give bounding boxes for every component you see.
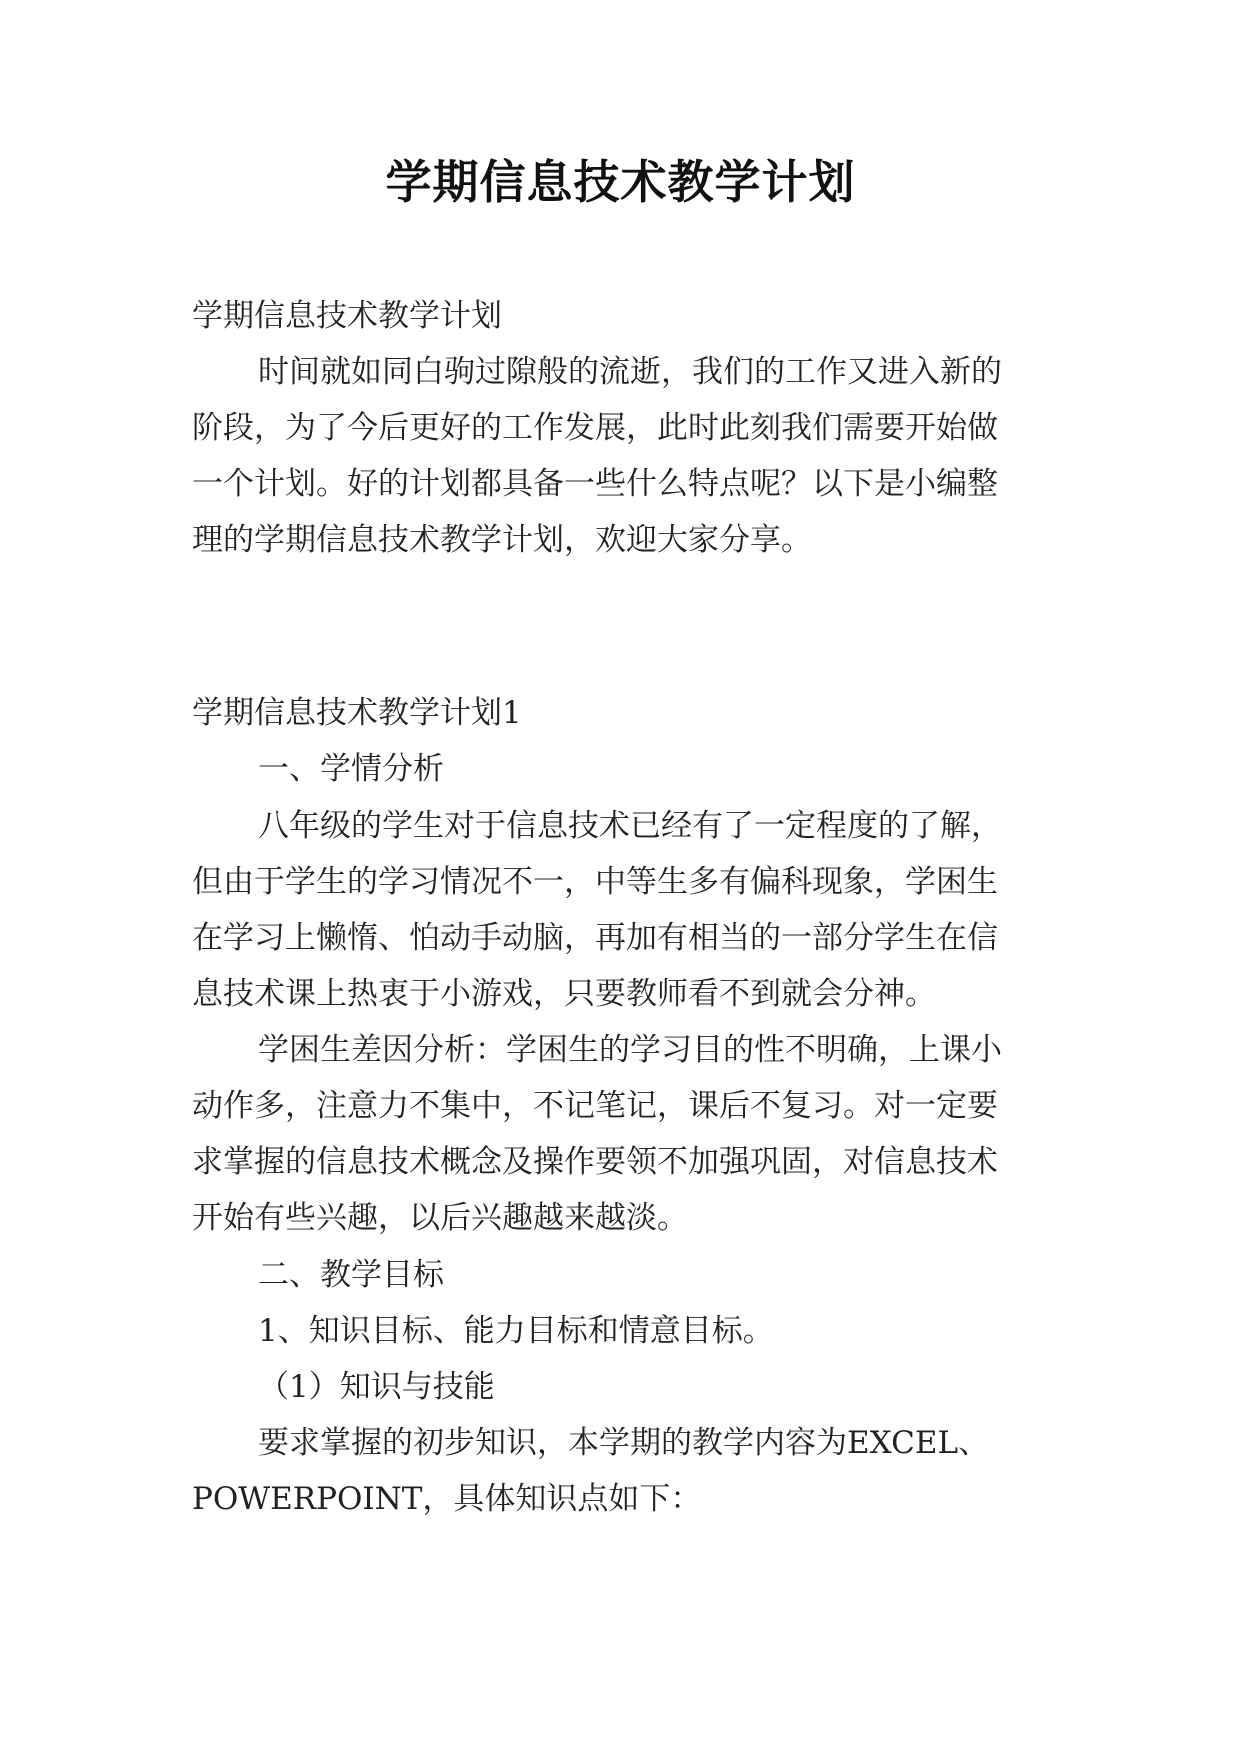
paragraph-line: 理的学期信息技术教学计划，欢迎大家分享。: [192, 522, 812, 558]
paragraph-line: 八年级的学生对于信息技术已经有了一定程度的了解，: [258, 808, 1002, 844]
paragraph-line: 一个计划。好的计划都具备一些什么特点呢？以下是小编整: [192, 466, 998, 502]
paragraph-line: 求掌握的信息技术概念及操作要领不加强巩固，对信息技术: [192, 1144, 998, 1180]
paragraph-line: 但由于学生的学习情况不一，中等生多有偏科现象，学困生: [192, 864, 998, 900]
section-title: 学期信息技术教学计划1: [192, 695, 522, 731]
paragraph-line: 1、知识目标、能力目标和情意目标。: [258, 1313, 774, 1349]
paragraph-line: 动作多，注意力不集中，不记笔记，课后不复习。对一定要: [192, 1088, 998, 1124]
paragraph-line: 在学习上懒惰、怕动手动脑，再加有相当的一部分学生在信: [192, 920, 998, 956]
paragraph-line: 学困生差因分析：学困生的学习目的性不明确，上课小: [258, 1032, 1002, 1068]
document-title: 学期信息技术教学计划: [385, 155, 856, 209]
paragraph-line: 阶段，为了今后更好的工作发展，此时此刻我们需要开始做: [192, 410, 998, 446]
heading-line: 一、学情分析: [258, 751, 444, 787]
paragraph-line: 时间就如同白驹过隙般的流逝，我们的工作又进入新的: [258, 354, 1002, 390]
paragraph-line: 要求掌握的初步知识，本学期的教学内容为EXCEL、: [258, 1425, 990, 1461]
subheading-line: （1）知识与技能: [258, 1369, 495, 1405]
paragraph-line: 息技术课上热衷于小游戏，只要教师看不到就会分神。: [192, 976, 936, 1012]
heading-line: 二、教学目标: [258, 1257, 444, 1293]
paragraph-line: 开始有些兴趣，以后兴趣越来越淡。: [192, 1200, 688, 1236]
subtitle-line: 学期信息技术教学计划: [192, 298, 502, 334]
paragraph-line: POWERPOINT，具体知识点如下：: [192, 1481, 702, 1517]
